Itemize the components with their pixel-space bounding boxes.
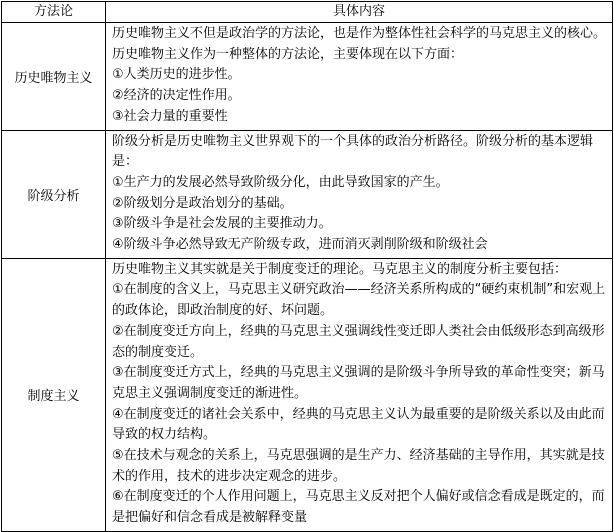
table-row [2,130,613,258]
content-line: ①人类历史的进步性。 [112,67,241,83]
content-line: ④阶级斗争必然导致无产阶级专政，进而消灭剥削阶级和阶级社会 [112,237,488,253]
content-line: ③社会力量的重要性 [112,108,228,124]
table-header-row [2,2,613,23]
content-cell [106,258,613,531]
content-line: 历史唯物主义其实就是关于制度变迁的理论。马克思主义的制度分析主要包括： [112,261,568,277]
header-method: 方法论 [2,2,106,23]
content-line: ①生产力的发展必然导致阶级分化，由此导致国家的产生。 [112,174,449,190]
content-line: ③阶级斗争是社会发展的主要推动力。 [112,216,332,232]
header-content: 具体内容 [106,2,613,23]
content-line: ⑤在技术与观念的关系上，马克思强调的是生产力、经济基础的主导作用，其实就是技术的作用，技术的进步决定观念的进步。 [112,448,605,484]
content-line: ①在制度的含义上，马克思主义研究政治——经济关系所构成的“硬约束机制”和宏观上的政体论，即政治制度的好、坏问题。 [112,282,606,319]
methodology-table [1,1,613,532]
content-line: 历史唯物主义不但是政治学的方法论，也是作为整体性社会科学的马克思主义的核心。历史唯物主义作为一种整体的方法论，主要体现在以下方面： [112,26,607,62]
method-cell: 阶级分析 [2,130,106,258]
content-cell [106,23,613,131]
method-cell: 历史唯物主义 [2,23,106,131]
content-line: ⑥在制度变迁的个人作用问题上，马克思主义反对把个人偏好或信念看成是既定的，而是把偏好和信念看成是被解释变量 [112,489,605,526]
table-row [2,258,613,531]
content-line: 阶级分析是历史唯物主义世界观下的一个具体的政治分析路径。阶级分析的基本逻辑是： [112,133,594,170]
content-line: ④在制度变迁的诸社会关系中，经典的马克思主义认为最重要的是阶级关系以及由此而导致的权力结构。 [112,406,605,443]
content-cell [106,130,613,258]
table-row [2,23,613,131]
content-line: ③在制度变迁方式上，经典的马克思主义强调的是阶级斗争所导致的革命性变突；新马克思主义强调制度变迁的渐进性。 [112,365,605,401]
content-line: ②经济的决定性作用。 [112,88,241,104]
content-line: ②阶级划分是政治划分的基础。 [112,195,293,211]
method-cell: 制度主义 [2,258,106,531]
content-line: ②在制度变迁方向上，经典的马克思主义强调线性变迁即人类社会由低级形态到高级形态的制度变迁。 [112,323,605,360]
